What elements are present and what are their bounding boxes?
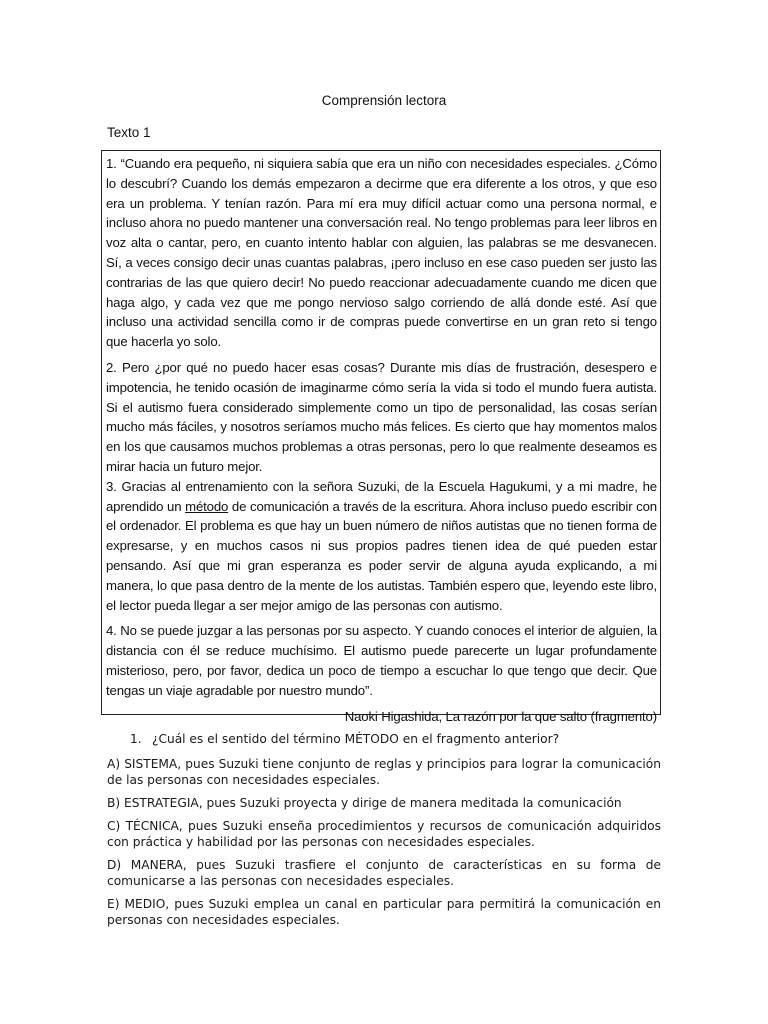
option-c: C) TÉCNICA, pues Suzuki enseña procedimientos y recursos de comunicación adquiridos con práctica y habilidad por las personas con necesidades especiales. [107,819,661,849]
page-title: Comprensión lectora [321,93,447,108]
reading-text-box [101,150,661,724]
question-text: ¿Cuál es el sentido del término MÉTODO en el fragmento anterior? [152,732,560,746]
paragraph-1: 1. “Cuando era pequeño, ni siquiera sabía que era un niño con necesidades especiales. ¿Cómo lo descubrí? Cuando los demás empezaron a decirme que era diferente a los otros, y que eso era un problema. Y tenían razón. Para mí era muy difícil actuar como una persona normal, e incluso ahora no puedo mantener una conversación real. No tengo problemas para leer libros en voz alta o cantar, pero, en cuanto intento hablar con alguien, las palabras se me desvanecen. Sí, a veces consigo decir unas cuantas palabras, ¡pero incluso en ese caso pueden ser justo las contrarias de las que quiero decir! No puedo reaccionar adecuadamente cuando me dicen que haga algo, y cada vez que me pongo nervioso salgo corriendo de allá donde esté. Así que incluso una actividad sencilla como ir de compras puede convertirse en un gran reto si tengo que hacerla yo solo. [106,156,657,350]
paragraph-3 [106,477,657,616]
question-block [107,731,661,935]
underlined-term-metodo: método [185,498,229,514]
option-e: E) MEDIO, pues Suzuki emplea un canal en particular para permitirá la comunicación en personas con necesidades especiales. [107,897,661,927]
question-number: 1. [130,732,142,746]
paragraph-3-start: 3. Gracias al entrenamiento con la señora Suzuki, de la Escuela Hagukumi, y a mi madre, he aprendido un [106,478,657,514]
option-a: A) SISTEMA, pues Suzuki tiene conjunto de reglas y principios para lograr la comunicación de las personas con necesidades especiales. [107,757,661,787]
option-b: B) ESTRATEGIA, pues Suzuki proyecta y dirige de manera meditada la comunicación [107,796,622,810]
question-1 [107,731,661,747]
option-d: D) MANERA, pues Suzuki trasfiere el conjunto de características en su forma de comunicarse a las personas con necesidades especiales. [107,858,661,888]
section-label: Texto 1 [107,125,151,140]
source-attribution: Naoki Higashida, La razón por la que salto (fragmento) [344,708,657,724]
paragraph-4: 4. No se puede juzgar a las personas por su aspecto. Y cuando conoces el interior de alguien, la distancia con él se reduce muchísimo. El autismo puede parecerte un lugar profundamente misterioso, pero, por favor, dedica un poco de tiempo a escuchar lo que tengo que decir. Que tengas un viaje agradable por nuestro mundo”. [106,623,657,698]
paragraph-2: 2. Pero ¿por qué no puedo hacer esas cosas? Durante mis días de frustración, desespero e impotencia, he tenido ocasión de imaginarme cómo sería la vida si todo el mundo fuera autista. Si el autismo fuera considerado simplemente como un tipo de personalidad, las cosas serían mucho más fáciles, y nosotros seríamos mucho más felices. Es cierto que hay momentos malos en los que causamos muchos problemas a otras personas, pero lo que realmente deseamos es mirar hacia un futuro mejor. [106,359,657,474]
paragraph-3-end: de comunicación a través de la escritura. Ahora incluso puedo escribir con el ordenador. El problema es que hay un buen número de niños autistas que no tienen forma de expresarse, y en muchos casos ni sus propios padres tienen idea de qué pueden estar pensando. Así que mi gran esperanza es poder servir de alguna ayuda explicando, a mi manera, lo que pasa dentro de la mente de los autistas. También espero que, leyendo este libro, el lector pueda llegar a ser mejor amigo de las personas con autismo. [106,498,657,613]
